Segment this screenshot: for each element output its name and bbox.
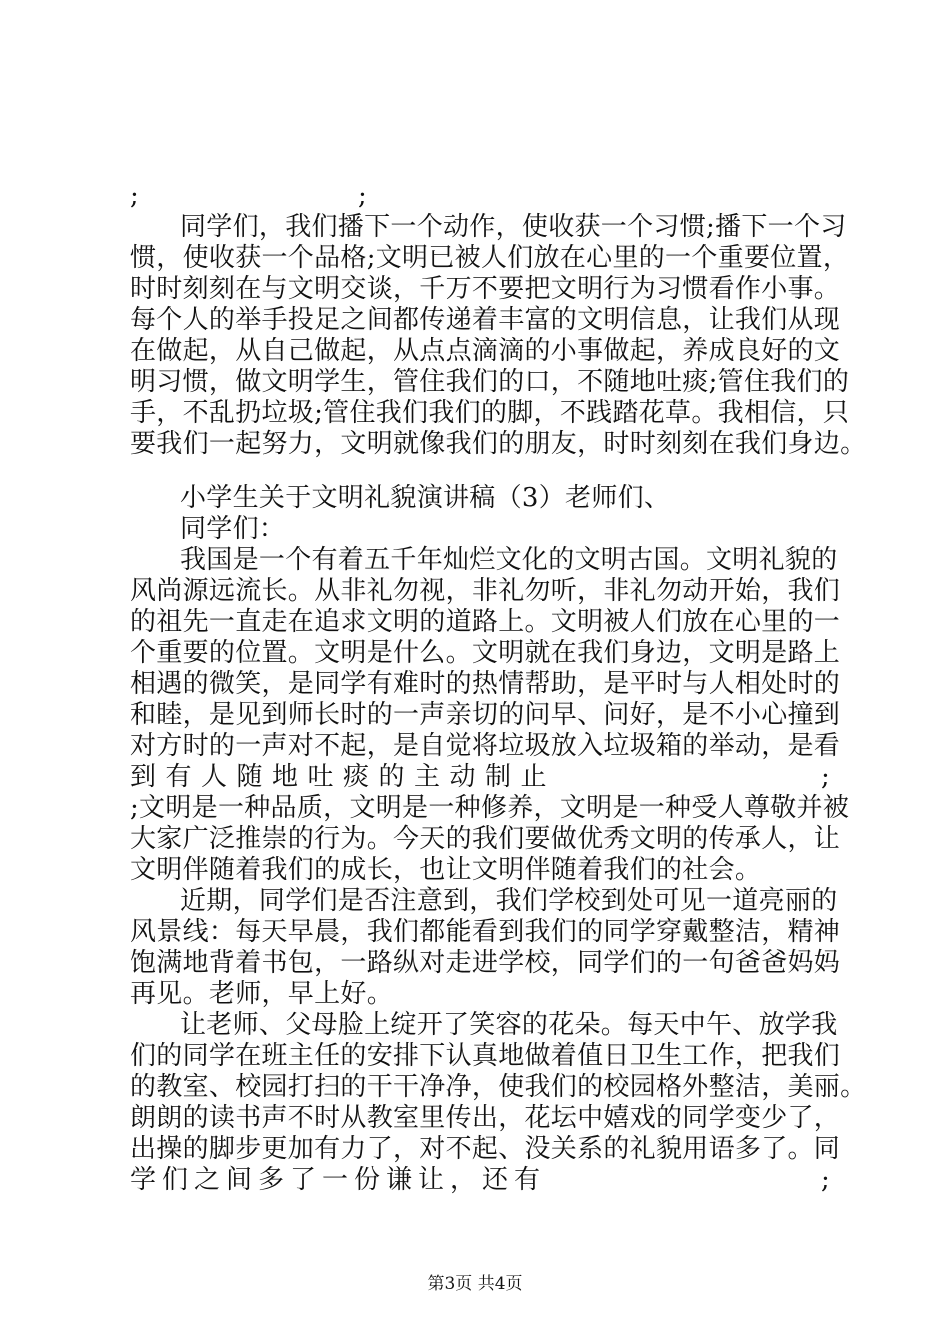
text-line: 明习惯，做文明学生，管住我们的口，不随地吐痰;管住我们的 [130,367,850,397]
text-line: 的教室、校园打扫的干干净净，使我们的校园格外整洁，美丽。 [130,1072,867,1102]
semicolon: ; [130,181,139,211]
text-line: ;文明是一种品质，文明是一种修养，文明是一种受人尊敬并被 [130,793,850,823]
text-line: 每个人的举手投足之间都传递着丰富的文明信息，让我们从现 [130,305,841,335]
spread-text: 到有人随地吐痰的主动制止 [130,762,557,792]
text-line-justified [130,762,830,792]
text-line: 和睦，是见到师长时的一声亲切的问早、问好，是不小心撞到 [130,700,841,730]
text-line: 出操的脚步更加有力了，对不起、没关系的礼貌用语多了。同 [130,1134,841,1164]
page-footer: 第3页 共4页 [427,1274,523,1294]
text-line: 同学们，我们播下一个动作，使收获一个习惯;播下一个习 [180,212,847,242]
text-line: 相遇的微笑，是同学有难时的热情帮助，是平时与人相处时的 [130,669,841,699]
text-line: 饱满地背着书包，一路纵对走进学校，同学们的一句爸爸妈妈 [130,948,841,978]
text-line: 要我们一起努力，文明就像我们的朋友，时时刻刻在我们身边。 [130,429,867,459]
text-line: 个重要的位置。文明是什么。文明就在我们身边，文明是路上 [130,638,841,668]
text-line: 的祖先一直走在追求文明的道路上。文明被人们放在心里的一 [130,607,841,637]
text-line: 让老师、父母脸上绽开了笑容的花朵。每天中午、放学我 [180,1010,838,1040]
text-line: 大家广泛推崇的行为。今天的我们要做优秀文明的传承人，让 [130,824,841,854]
text-line: 时时刻刻在与文明交谈，千万不要把文明行为习惯看作小事。 [130,274,841,304]
greeting: 同学们： [180,514,286,544]
text-line: 惯，使收获一个品格;文明已被人们放在心里的一个重要位置， [130,243,850,273]
text-line: 们的同学在班主任的安排下认真地做着值日卫生工作，把我们 [130,1041,841,1071]
text-line: 再见。老师，早上好。 [130,979,394,1009]
text-line: 我国是一个有着五千年灿烂文化的文明古国。文明礼貌的 [180,545,838,575]
text-line-justified [130,1165,830,1195]
text-line: 风尚源远流长。从非礼勿视，非礼勿听，非礼勿动开始，我们 [130,576,841,606]
text-line: 近期，同学们是否注意到，我们学校到处可见一道亮丽的 [180,886,838,916]
text-line: 风景线：每天早晨，我们都能看到我们的同学穿戴整洁，精神 [130,917,841,947]
semicolon: ; [358,181,367,211]
section-heading: 小学生关于文明礼貌演讲稿（3）老师们、 [180,483,671,513]
text-line: 朗朗的读书声不时从教室里传出，花坛中嬉戏的同学变少了， [130,1103,841,1133]
text-line: 文明伴随着我们的成长，也让文明伴随着我们的社会。 [130,855,762,885]
semicolon: ; [820,762,830,792]
spread-text: 学们之间多了一份谦让，还有 [130,1165,547,1195]
text-line: 手，不乱扔垃圾;管住我们我们的脚，不践踏花草。我相信，只 [130,398,850,428]
semicolon: ; [820,1165,830,1195]
text-line: 对方时的一声对不起，是自觉将垃圾放入垃圾箱的举动，是看 [130,731,841,761]
text-line: 在做起，从自己做起，从点点滴滴的小事做起，养成良好的文 [130,336,841,366]
